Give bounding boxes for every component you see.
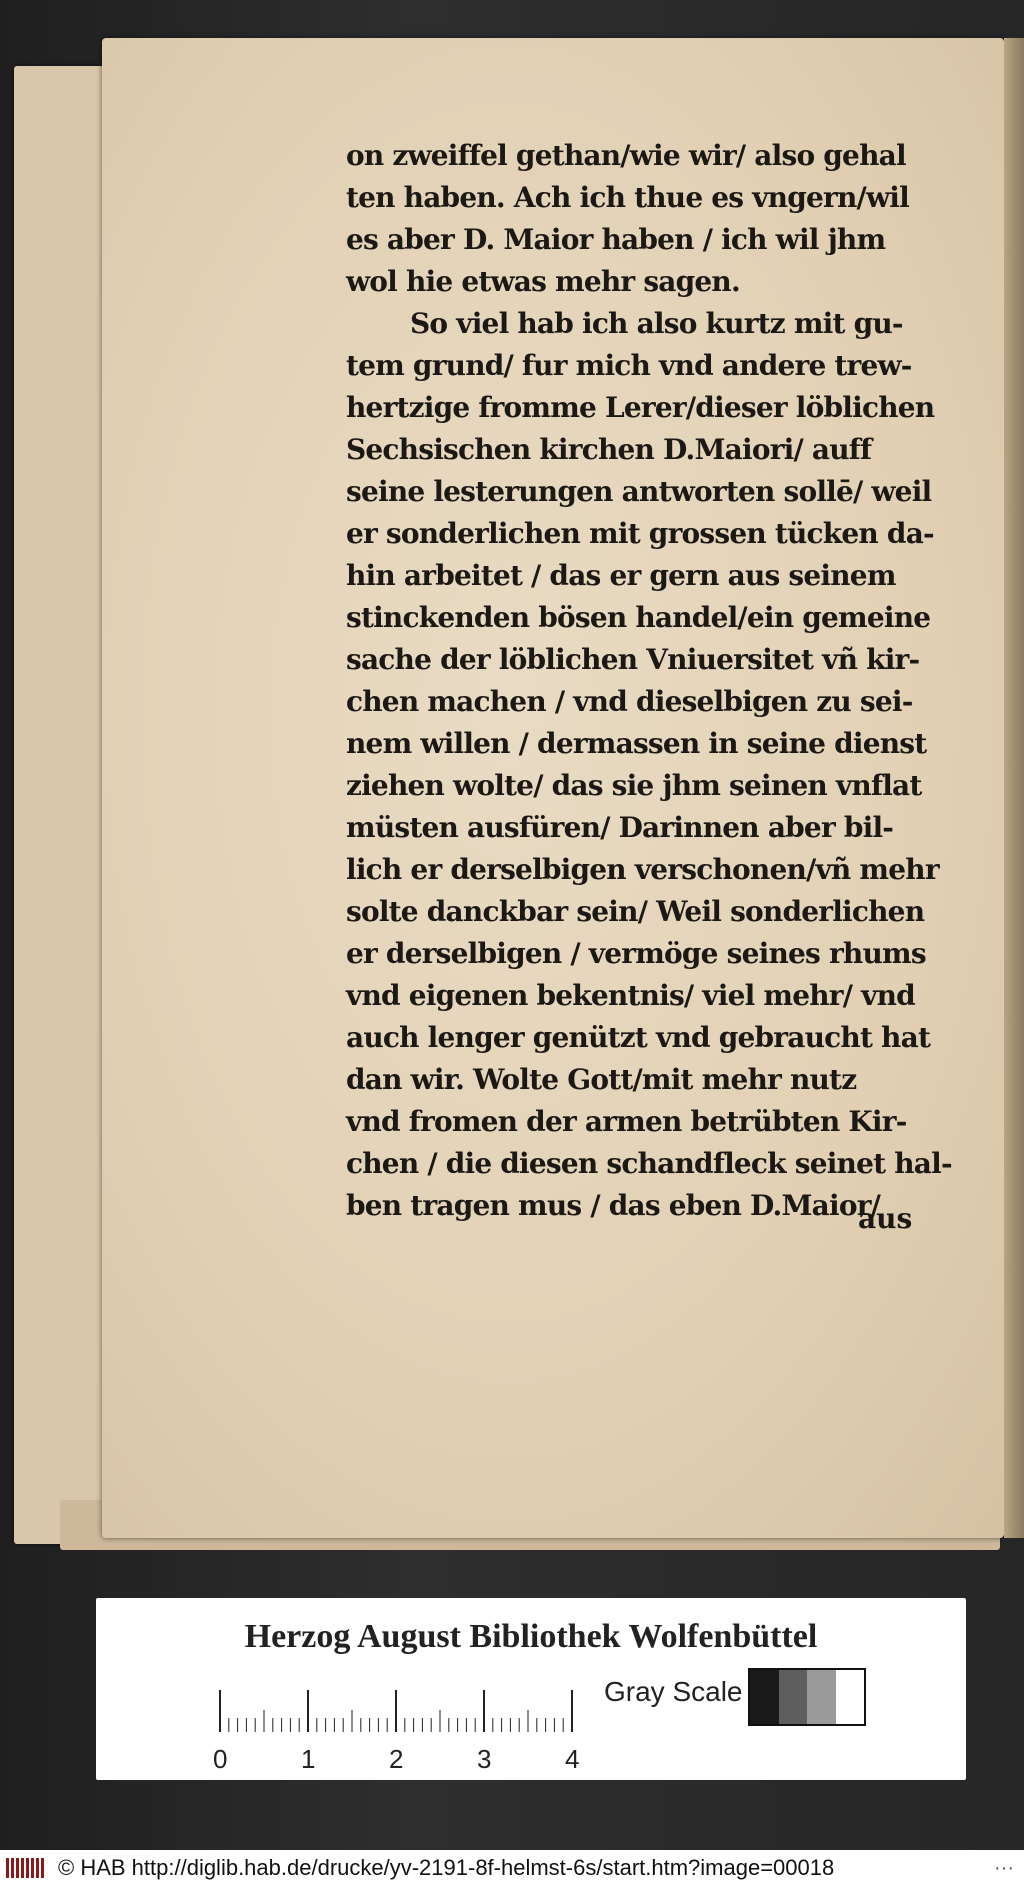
text-line: hertzige fromme Lerer/dieser löblichen	[346, 391, 935, 424]
text-line: müsten ausfüren/ Darinnen aber bil-	[346, 811, 894, 844]
text-line: tem grund/ fur mich vnd andere trew-	[346, 349, 912, 382]
text-line: stinckenden bösen handel/ein gemeine	[346, 601, 931, 634]
text-line: seine lesterungen antworten sollē/ weil	[346, 475, 932, 508]
text-line: hin arbeitet / das er gern aus seinem	[346, 559, 896, 592]
text-line: er derselbigen / vermöge seines rhums	[346, 937, 926, 970]
text-line: wol hie etwas mehr sagen.	[346, 265, 740, 298]
text-line: vnd eigenen bekentnis/ viel mehr/ vnd	[346, 979, 915, 1012]
calibration-card	[96, 1598, 966, 1780]
text-line: ben tragen mus / das eben D.Maior/	[346, 1189, 881, 1222]
text-line: solte danckbar sein/ Weil sonderlichen	[346, 895, 925, 928]
gray-swatch	[836, 1670, 865, 1724]
page-text-block	[346, 135, 952, 1227]
ruler-label: 3	[477, 1744, 492, 1774]
ruler-label: 0	[213, 1744, 228, 1774]
ruler-label: 2	[389, 1744, 404, 1774]
text-line: ten haben. Ach ich thue es vngern/wil	[346, 181, 909, 214]
text-line: chen / die diesen schandfleck seinet hal-	[346, 1147, 952, 1180]
text-line: So viel hab ich also kurtz mit gu-	[410, 307, 903, 340]
centimeter-ruler	[213, 1674, 586, 1774]
text-line: auch lenger genützt vnd gebraucht hat	[346, 1021, 931, 1054]
ruler-label: 4	[565, 1744, 580, 1774]
text-line: chen machen / vnd dieselbigen zu sei-	[346, 685, 913, 718]
gray-scale-label: Gray Scale	[604, 1676, 743, 1707]
gray-swatch	[779, 1670, 808, 1724]
library-title: Herzog August Bibliothek Wolfenbüttel	[244, 1618, 818, 1655]
text-line: vnd fromen der armen betrübten Kir-	[346, 1105, 907, 1138]
text-line: Sechsischen kirchen D.Maiori/ auff	[346, 433, 872, 466]
binding-edge	[1004, 38, 1024, 1538]
gray-scale-swatches	[748, 1668, 866, 1726]
text-line: ziehen wolte/ das sie jhm seinen vnflat	[346, 769, 922, 802]
back-page-edge	[14, 66, 104, 1544]
text-line: sache der löblichen Vniuersitet vñ kir-	[346, 643, 920, 676]
footer-source-link[interactable]: © HAB http://diglib.hab.de/drucke/yv-2191-8f-helmst-6s/start.htm?image=00018	[58, 1855, 835, 1880]
hab-logo-icon	[4, 1854, 50, 1882]
text-line: on zweiffel gethan/wie wir/ also gehal	[346, 139, 906, 172]
text-line: dan wir. Wolte Gott/mit mehr nutz	[346, 1063, 857, 1096]
text-line: lich er derselbigen verschonen/vñ mehr	[346, 853, 939, 886]
footer-bar	[0, 1850, 1024, 1886]
text-line: es aber D. Maior haben / ich wil jhm	[346, 223, 886, 256]
gray-swatch	[750, 1670, 779, 1724]
more-icon[interactable]: ···	[994, 1857, 1014, 1879]
ruler-label: 1	[301, 1744, 316, 1774]
gray-swatch	[807, 1670, 836, 1724]
catchword: aus	[858, 1202, 913, 1235]
text-line: er sonderlichen mit grossen tücken da-	[346, 517, 934, 550]
text-line: nem willen / dermassen in seine dienst	[346, 727, 927, 760]
